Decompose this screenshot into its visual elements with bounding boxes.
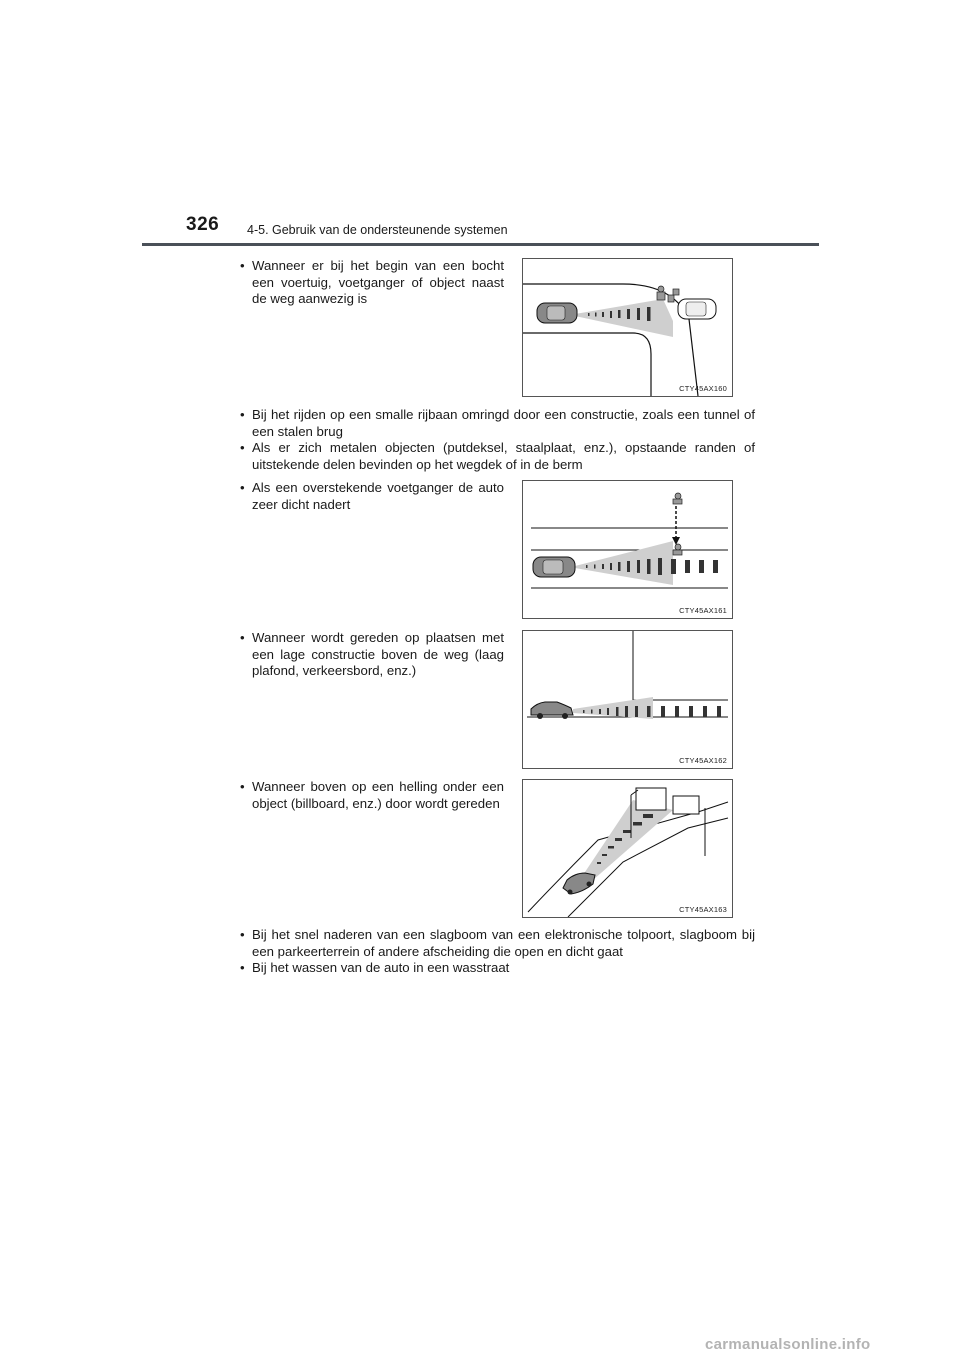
bullet-item: • Als er zich metalen objecten (putdeksel, staalplaat, enz.), opstaande randen of uitstekende delen bevinden op het wegdek of in de berm <box>240 440 755 473</box>
figure-code: CTY45AX161 <box>679 606 727 615</box>
bullet-item: • Wanneer er bij het begin van een bocht een voertuig, voetganger of object naast de weg aanwezig is <box>240 258 504 308</box>
car-top-icon <box>533 557 575 577</box>
figure-code: CTY45AX163 <box>679 905 727 914</box>
section-title: 4-5. Gebruik van de ondersteunende systemen <box>247 223 508 237</box>
bullet-item: • Wanneer wordt gereden op plaatsen met een lage constructie boven de weg (laag plafond, verkeersbord, enz.) <box>240 630 504 680</box>
figure-low-ceiling <box>522 630 733 769</box>
pedestrian-icon <box>657 286 679 302</box>
bullet-item: • Bij het snel naderen van een slagboom van een elektronische tolpoort, slagboom bij een parkeerterrein of andere afscheiding die open en dicht gaat <box>240 927 755 960</box>
figure-code: CTY45AX162 <box>679 756 727 765</box>
bullet-item: • Wanneer boven op een helling onder een object (billboard, enz.) door wordt gereden <box>240 779 504 812</box>
car-side-icon <box>531 702 573 719</box>
figure-pedestrian <box>522 480 733 619</box>
parked-car-icon <box>678 299 716 319</box>
car-icon <box>563 873 595 895</box>
figure-curve <box>522 258 733 397</box>
car-top-icon <box>537 303 577 323</box>
figure-slope-billboard <box>522 779 733 918</box>
header-rule <box>142 243 819 246</box>
pedestrian-icon <box>673 493 682 555</box>
bullet-item: • Als een overstekende voetganger de auto zeer dicht nadert <box>240 480 504 513</box>
page-number: 326 <box>186 214 220 235</box>
watermark: carmanualsonline.info <box>705 1336 871 1353</box>
bullet-item: • Bij het rijden op een smalle rijbaan omringd door een constructie, zoals een tunnel of een stalen brug <box>240 407 755 440</box>
figure-code: CTY45AX160 <box>679 384 727 393</box>
bullet-item: • Bij het wassen van de auto in een wasstraat <box>240 960 755 977</box>
